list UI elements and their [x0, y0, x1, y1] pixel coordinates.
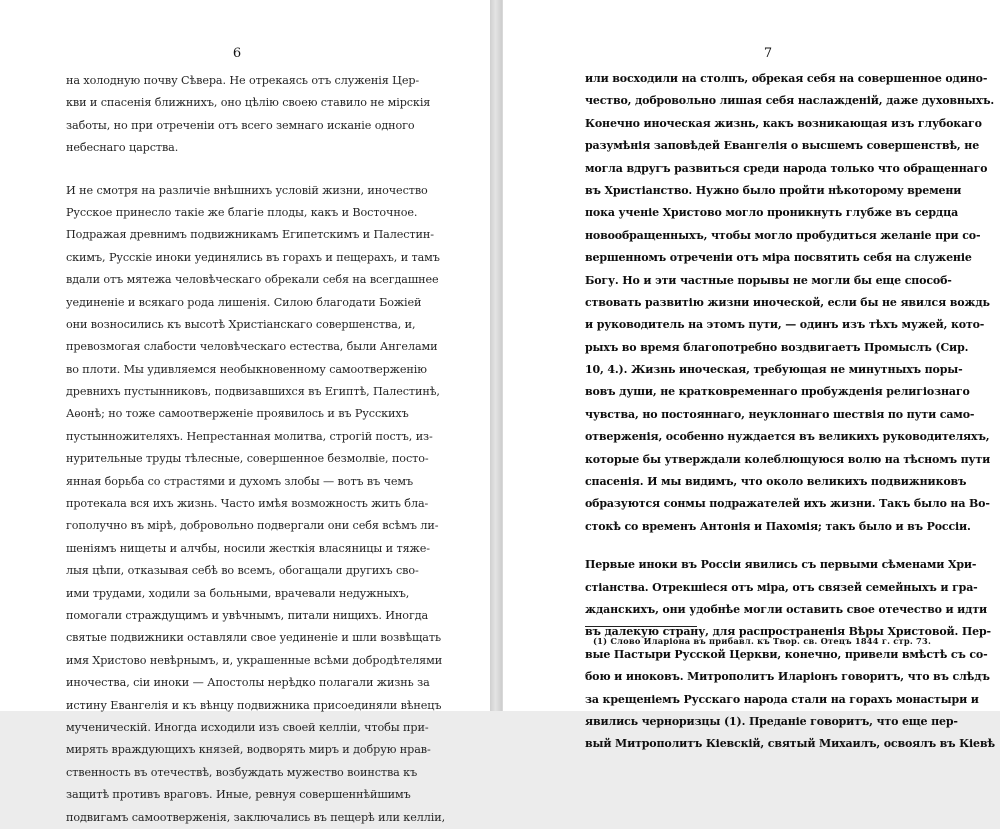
left-page	[0, 0, 490, 824]
text-line: и руководитель на этомъ пути, — одинъ изъ тѣхъ мужей, кото-	[585, 318, 985, 332]
text-line: стокѣ со временъ Антонія и Пахомія; такъ было и въ Россіи.	[585, 519, 971, 533]
text-line: иночества, сіи иноки — Апостолы нерѣдко полагали жизнь за	[66, 676, 430, 690]
text-line: уединеніе и всякаго рода лишенія. Силою благодати Божіей	[66, 295, 422, 309]
text-line: гополучно въ мірѣ, добровольно подвергали они себя всѣмъ ли-	[66, 519, 439, 533]
text-line: спасенія. И мы видимъ, что около великихъ подвижниковъ	[585, 475, 967, 489]
text-line: или восходили на столпъ, обрекая себя на совершенное одино-	[585, 72, 988, 85]
text-line: во плоти. Мы удивляемся необыкновенному самоотверженію	[66, 362, 427, 376]
text-line: вый Митрополитъ Кіевскій, святый Михаилъ, освоялъ въ Кіевѣ	[585, 737, 995, 751]
text-line: могла вдругъ развиться среди народа только что обращеннаго	[585, 161, 988, 175]
text-line: протекала вся ихъ жизнь. Часто имѣя возможность жить бла-	[66, 497, 429, 511]
text-line: И не смотря на различіе внѣшнихъ условій жизни, иночество	[66, 183, 428, 197]
text-line: въ Христіанство. Нужно было пройти нѣкоторому времени	[585, 183, 962, 197]
text-line: чувства, но постояннаго, неуклоннаго шествія по пути само-	[585, 407, 975, 421]
text-line: жданскихъ, они удобнѣе могли оставить свое отечество и идти	[585, 602, 988, 616]
text-line: нурительные труды тѣлесные, совершенное безмолвіе, посто-	[66, 452, 429, 466]
text-line: разумѣнія заповѣдей Евангелія о высшемъ совершенствѣ, не	[585, 139, 980, 153]
text-line: новообращенныхъ, чтобы могло пробудиться желаніе при со-	[585, 228, 981, 242]
right-page-text	[585, 68, 995, 756]
footnote-rule	[585, 626, 697, 627]
text-line: образуются сонмы подражателей ихъ жизни. Такъ было на Во-	[585, 497, 990, 511]
left-page-text	[66, 70, 446, 829]
right-page	[502, 0, 1000, 751]
text-line: Подражая древнимъ подвижникамъ Египетскимъ и Палестин-	[66, 228, 434, 242]
text-line: явились черноризцы (1). Преданіе говоритъ, что еще пер-	[585, 714, 958, 728]
text-line: чество, добровольно лишая себя наслажденій, даже духовныхъ.	[585, 94, 995, 108]
text-line: помогали страждущимъ и увѣчнымъ, питали нищихъ. Иногда	[66, 608, 429, 622]
text-line: ственность въ отечествѣ, возбуждать мужество воинства къ	[66, 765, 418, 779]
text-line: Русское принесло такіе же благіе плоды, какъ и Восточное.	[66, 205, 418, 219]
text-line: имя Христово невѣрнымъ, и, украшенные всѣми добродѣтелями	[66, 653, 443, 667]
text-line: скимъ, Русскіе иноки уединялись въ горахъ и пещерахъ, и тамъ	[66, 250, 440, 264]
page-number: 7	[763, 46, 773, 61]
text-line: небеснаго царства.	[66, 141, 179, 155]
text-line: вершенномъ отреченіи отъ міра посвятить себя на служеніе	[585, 251, 972, 265]
text-line: пустынножителяхъ. Непрестанная молитва, строгій постъ, из-	[66, 429, 433, 443]
text-line: ствовать развитію жизни иноческой, если бы не явился вождь	[585, 295, 990, 309]
text-line: вовъ души, не кратковременнаго пробужденія религіознаго	[585, 385, 970, 399]
text-line: шеніямъ нищеты и алчбы, носили жесткія власяницы и тяже-	[66, 541, 430, 555]
footnote: (1) Слово Иларіона въ прибавл. къ Твор. св. Отецъ 1844 г. стр. 73.	[593, 636, 932, 646]
text-line: Конечно иноческая жизнь, какъ возникающая изъ глубокаго	[585, 116, 982, 130]
text-line: ими трудами, ходили за больными, врачевали недужныхъ,	[66, 586, 410, 600]
text-line: Первые иноки въ Россіи явились съ первыми сѣменами Хри-	[585, 558, 977, 572]
text-line: отверженія, особенно нуждается въ великихъ руководителяхъ,	[585, 430, 990, 444]
text-line: древнихъ пустынниковъ, подвизавшихся въ Египтѣ, Палестинѣ,	[66, 385, 440, 399]
text-line: въ далекую страну, для распространенія Вѣры Христовой. Пер-	[585, 625, 991, 639]
text-line: Богу. Но и эти частные порывы не могли бы еще способ-	[585, 273, 952, 287]
text-line: мирять враждующихъ князей, водворять миръ и добрую нрав-	[66, 743, 431, 757]
paragraph	[585, 68, 995, 538]
text-line: бою и иноковъ. Митрополитъ Иларіонъ говоритъ, что въ слѣдъ	[585, 670, 990, 684]
text-line: заботы, но при отреченіи отъ всего земнаго исканіе одного	[66, 118, 415, 132]
text-line: истину Евангелія и къ вѣнцу подвижника присоединяли вѣнецъ	[66, 698, 442, 712]
text-line: пока ученіе Христово могло проникнуть глубже въ сердца	[585, 206, 959, 220]
text-line: Аѳонѣ; но тоже самоотверженіе проявилось и въ Русскихъ	[66, 407, 409, 421]
text-line: защитѣ противъ враговъ. Иные, ревнуя совершеннѣйшимъ	[66, 788, 411, 802]
text-line: 10, 4.). Жизнь иноческая, требующая не минутныхъ поры-	[585, 363, 963, 377]
text-line: кви и спасенія ближнихъ, оно цѣлію своею ставило не мірскія	[66, 96, 431, 110]
text-line: превозмогая слабости человѣческаго естества, были Ангелами	[66, 340, 438, 354]
text-line: за крещеніемъ Русскаго народа стали на горахъ монастыри и	[585, 692, 979, 706]
text-line: мученическій. Иногда исходили изъ своей келліи, чтобы при-	[66, 720, 429, 734]
text-line: лыя цѣпи, отказывая себѣ во всемъ, обогащали другихъ сво-	[66, 564, 419, 578]
text-line: стіанства. Отрекшіеся отъ міра, отъ связей семейныхъ и гра-	[585, 580, 978, 594]
text-line: рыхъ во время благопотребно воздвигаетъ Промыслъ (Сир.	[585, 340, 969, 354]
text-line: янная борьба со страстями и духомъ злобы — вотъ въ чемъ	[66, 474, 414, 488]
text-line: вдали отъ мятежа человѣческаго обрекали себя на всегдашнее	[66, 273, 439, 287]
text-line: подвигамъ самоотверженія, заключались въ пещерѣ или келліи,	[66, 810, 446, 824]
page-number: 6	[232, 46, 242, 61]
paragraph	[66, 70, 431, 160]
text-line: святые подвижники оставляли свое уединеніе и шли возвѣщать	[66, 631, 441, 645]
text-line: на холодную почву Сѣвера. Не отрекаясь отъ служенія Цер-	[66, 74, 420, 87]
text-line: вые Пастыри Русской Церкви, конечно, привели вмѣстѣ съ со-	[585, 647, 988, 661]
text-line: которые бы утверждали колеблющуюся волю на тѣсномъ пути	[585, 452, 991, 466]
paragraph	[66, 180, 446, 829]
book-gutter	[490, 0, 502, 711]
paragraph	[585, 554, 995, 756]
text-line: они возносились къ высотѣ Христіанскаго совершенства, и,	[66, 317, 416, 331]
